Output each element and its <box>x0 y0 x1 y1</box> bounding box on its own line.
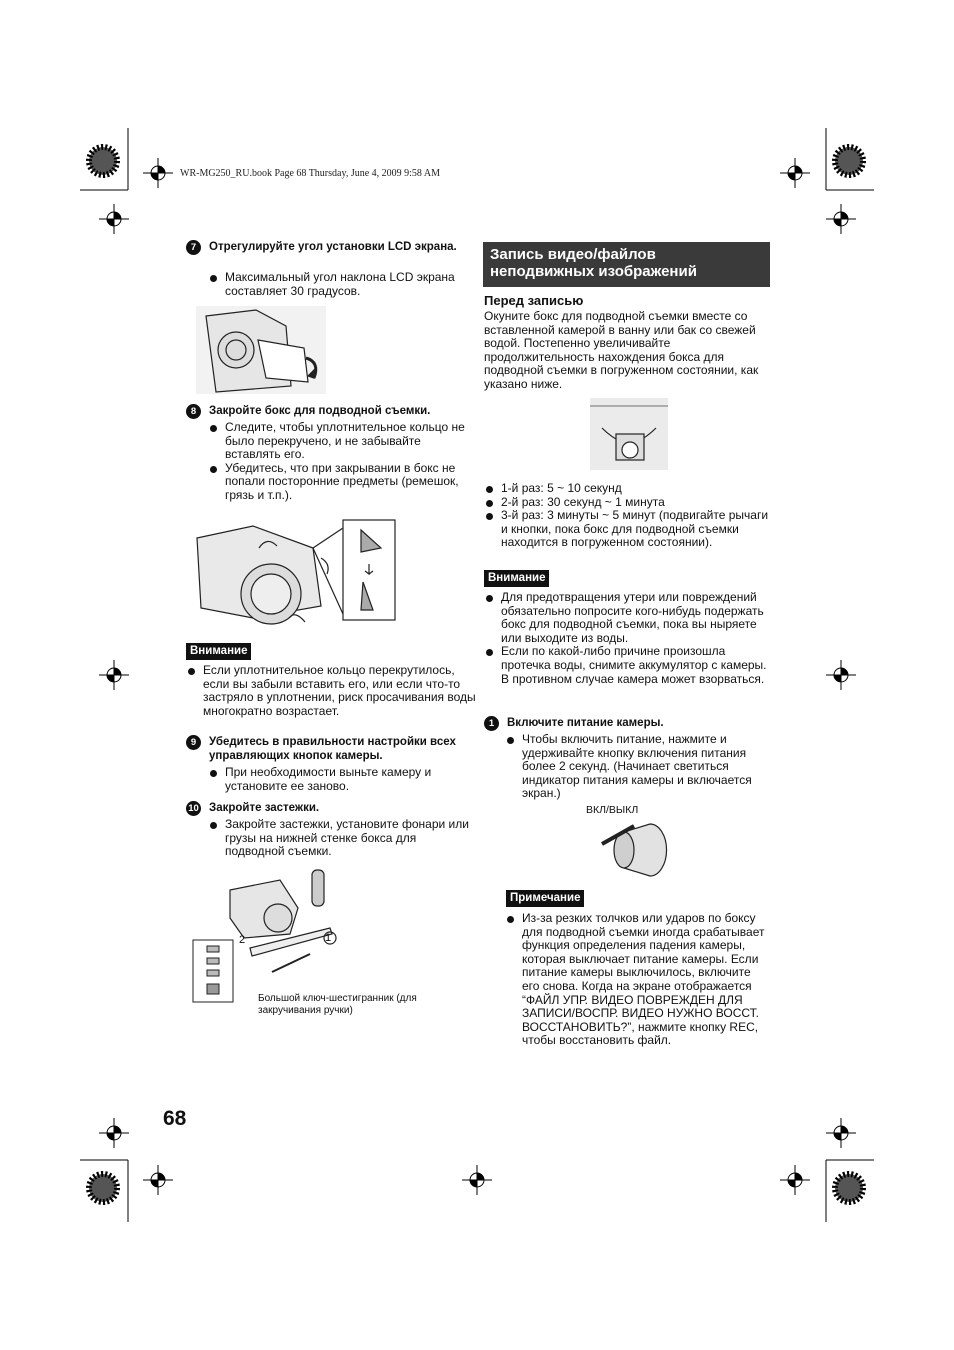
crosshair-icon <box>99 1118 129 1148</box>
immersion-times <box>484 482 770 550</box>
crosshair-icon <box>826 660 856 690</box>
caution-label: Внимание <box>186 643 251 660</box>
section-title: Запись видео/файлов неподвижных изображений <box>483 242 770 287</box>
list-item: Закройте застежки, установите фонари или грузы на нижней стенке бокса для подводной съемки. <box>208 818 478 859</box>
step-1-bullets <box>505 733 770 801</box>
list-item: 3-й раз: 3 минуты ~ 5 минут (подвигайте рычаги и кнопки, пока бокс для подводной съемки находится в погруженном состоянии). <box>484 509 770 550</box>
crosshair-icon <box>826 204 856 234</box>
step-7 <box>186 240 476 254</box>
starburst-icon <box>88 1173 118 1203</box>
close-housing-illustration <box>193 518 398 628</box>
step-10-bullets <box>208 818 478 859</box>
step-number: 8 <box>186 404 201 419</box>
crosshair-icon <box>99 204 129 234</box>
step-title: Убедитесь в правильности настройки всех управляющих кнопок камеры. <box>209 736 456 762</box>
step-number: 10 <box>186 801 201 816</box>
step-title: Отрегулируйте угол установки LCD экрана. <box>209 241 457 253</box>
list-item: 2-й раз: 30 секунд ~ 1 минута <box>484 496 770 510</box>
caution-1-bullets <box>186 664 478 718</box>
figure-label-2: 2 <box>239 934 246 946</box>
list-item: Следите, чтобы уплотнительное кольцо не было перекручено, и не забывайте вставлять его. <box>208 421 478 462</box>
step-7-bullets <box>208 271 478 298</box>
note-label: Примечание <box>506 890 584 907</box>
list-item: 1-й раз: 5 ~ 10 секунд <box>484 482 770 496</box>
crosshair-icon <box>780 158 810 188</box>
crosshair-icon <box>143 158 173 188</box>
lcd-angle-illustration <box>196 306 326 394</box>
before-recording-title: Перед записью <box>484 293 584 308</box>
caution-label: Внимание <box>484 570 549 587</box>
crosshair-icon <box>780 1165 810 1195</box>
power-button-label: ВКЛ/ВЫКЛ <box>586 804 639 816</box>
page-number: 68 <box>163 1107 187 1130</box>
step-8-bullets <box>208 421 478 503</box>
step-number: 1 <box>484 716 499 731</box>
crosshair-icon <box>143 1165 173 1195</box>
list-item: Максимальный угол наклона LCD экрана составляет 30 градусов. <box>208 271 478 298</box>
figure-label-1: 1 <box>325 932 332 944</box>
starburst-icon <box>834 146 864 176</box>
list-item: Если уплотнительное кольцо перекрутилось, если вы забыли вставить его, или если что-то застряло в уплотнении, риск просачивания воды многократно возрастает. <box>186 664 478 718</box>
list-item: При необходимости выньте камеру и установите ее заново. <box>208 766 478 793</box>
step-title: Включите питание камеры. <box>507 717 664 729</box>
clasp-detail-box <box>193 940 233 1002</box>
file-header: WR-MG250_RU.book Page 68 Thursday, June 4, 2009 9:58 AM <box>180 168 440 179</box>
list-item: Чтобы включить питание, нажмите и удерживайте кнопку включения питания более 2 секунд. (Начинает светиться индикатор питания камеры и включается экран.) <box>505 733 770 801</box>
hex-key-caption: Большой ключ-шестигранник (для закручивания ручки) <box>258 993 417 1016</box>
list-item: Если по какой-либо причине произошла протечка воды, снимите аккумулятор с камеры. В противном случае камера может взорваться. <box>484 645 770 686</box>
caution-2-bullets <box>484 591 770 686</box>
step-title: Закройте застежки. <box>209 802 320 814</box>
step-title: Закройте бокс для подводной съемки. <box>209 405 431 417</box>
step-number: 9 <box>186 735 201 750</box>
list-item: Убедитесь, что при закрывании в бокс не попали посторонние предметы (ремешок, грязь и т.п.). <box>208 462 478 503</box>
bath-test-illustration <box>590 398 668 470</box>
list-item: Для предотвращения утери или повреждений обязательно попросите кого-нибудь подержать бокс для подводной съемки, пока вы ныряете или выходите из воды. <box>484 591 770 645</box>
step-9 <box>186 735 476 763</box>
list-item: Из-за резких толчков или ударов по боксу для подводной съемки иногда срабатывает функция определения падения камеры, которая выключает питание камеры. Если питание камеры выключилось, включите его снова. Когда на экране отображается “ФАЙЛ УПР. ВИДЕО ПОВРЕЖДЕН ДЛЯ ЗАПИСИ/ВОСПР. ВИДЕО НУЖНО ВОССТ. ВОССТАНОВИТЬ?”, нажмите кнопку REC, чтобы восстановить файл. <box>505 912 770 1048</box>
step-8 <box>186 404 476 418</box>
starburst-icon <box>834 1173 864 1203</box>
power-button-icon <box>602 822 668 884</box>
crosshair-icon <box>462 1165 492 1195</box>
before-recording-text: Окуните бокс для подводной съемки вместе со вставленной камерой в ванну или бак со свежей водой. Постепенно увеличивайте продолжительность нахождения бокса для подводной съемки в погруженном состоянии, как указано ниже. <box>484 309 759 391</box>
crosshair-icon <box>826 1118 856 1148</box>
note-bullets <box>505 912 770 1048</box>
step-10 <box>186 801 476 815</box>
starburst-icon <box>88 146 118 176</box>
step-number: 7 <box>186 240 201 255</box>
step-1 <box>484 716 770 730</box>
crosshair-icon <box>99 660 129 690</box>
step-9-bullets <box>208 766 478 793</box>
